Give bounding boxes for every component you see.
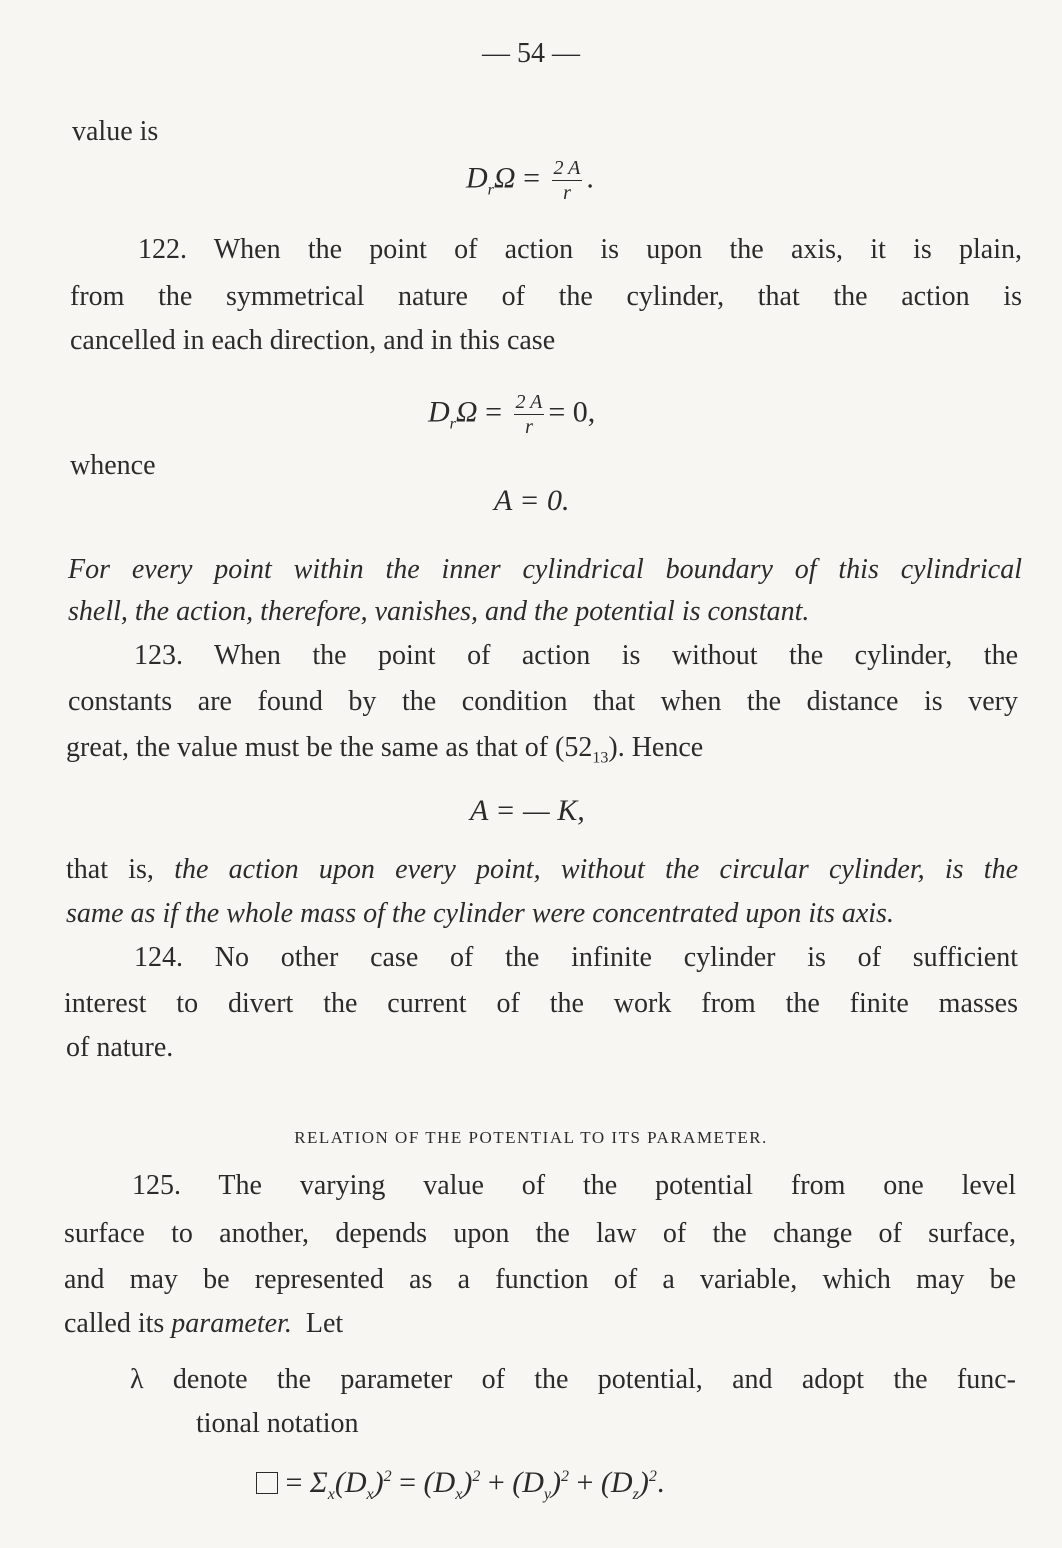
text-line: value is [72, 116, 159, 147]
equation-4: A = — K, [470, 794, 585, 827]
text-line: and may be represented as a function of a variable, which may be [64, 1264, 1016, 1295]
paragraph-123-start: 123. When the point of action is without the cylinder, the [134, 640, 1018, 671]
text-line: that is, the action upon every point, without the circular cylinder, is the [66, 854, 1019, 885]
text-line: great, the value must be the same as that of $(52_{13})$. Hence [66, 732, 704, 767]
box-symbol [256, 1472, 278, 1494]
paragraph-124-start: 124. No other case of the infinite cylinder is of sufficient [134, 942, 1019, 973]
text-line: interest to divert the current of the work from the finite masses [64, 988, 1018, 1019]
paragraph-122-start: 122. When the point of action is upon the axis, it is plain, [138, 234, 1022, 265]
section-heading: RELATION OF THE POTENTIAL TO ITS PARAMETER. [294, 1128, 768, 1147]
text-line: same as if the whole mass of the cylinder were concentrated upon its axis. [66, 898, 894, 929]
text-line: of nature. [66, 1032, 174, 1063]
equation-5: = $\Sigma_x(D_x)^2 = (D_x)^2 + (D_y)^2 + (D_z)^2$. [256, 1468, 664, 1503]
text-line: tional notation [196, 1408, 359, 1439]
text-line: from the symmetrical nature of the cylinder, that the action is [70, 281, 1022, 312]
text-line: called its parameter. Let [64, 1308, 344, 1339]
paragraph-125-start: 125. The varying value of the potential from one level [132, 1170, 1016, 1201]
text-line: constants are found by the condition that when the distance is very [68, 686, 1018, 717]
page-number: — 54 — [482, 38, 580, 69]
text-line: λ denote the parameter of the potential, and adopt the func- [130, 1364, 1016, 1395]
equation-1: $D_r\Omega$ = $\frac{2 A}{r}$ . [466, 157, 594, 204]
equation-3: A = 0. [494, 484, 570, 517]
text-line: whence [70, 450, 156, 481]
equation-2: $D_r\Omega$ = $\frac{2 A}{r}$ = 0, [428, 391, 596, 438]
text-line: surface to another, depends upon the law of the change of surface, [64, 1218, 1016, 1249]
theorem-line: For every point within the inner cylindrical boundary of this cylindrical [68, 554, 1022, 585]
text-line: cancelled in each direction, and in this case [70, 325, 556, 356]
theorem-line: shell, the action, therefore, vanishes, and the potential is constant. [68, 596, 810, 627]
